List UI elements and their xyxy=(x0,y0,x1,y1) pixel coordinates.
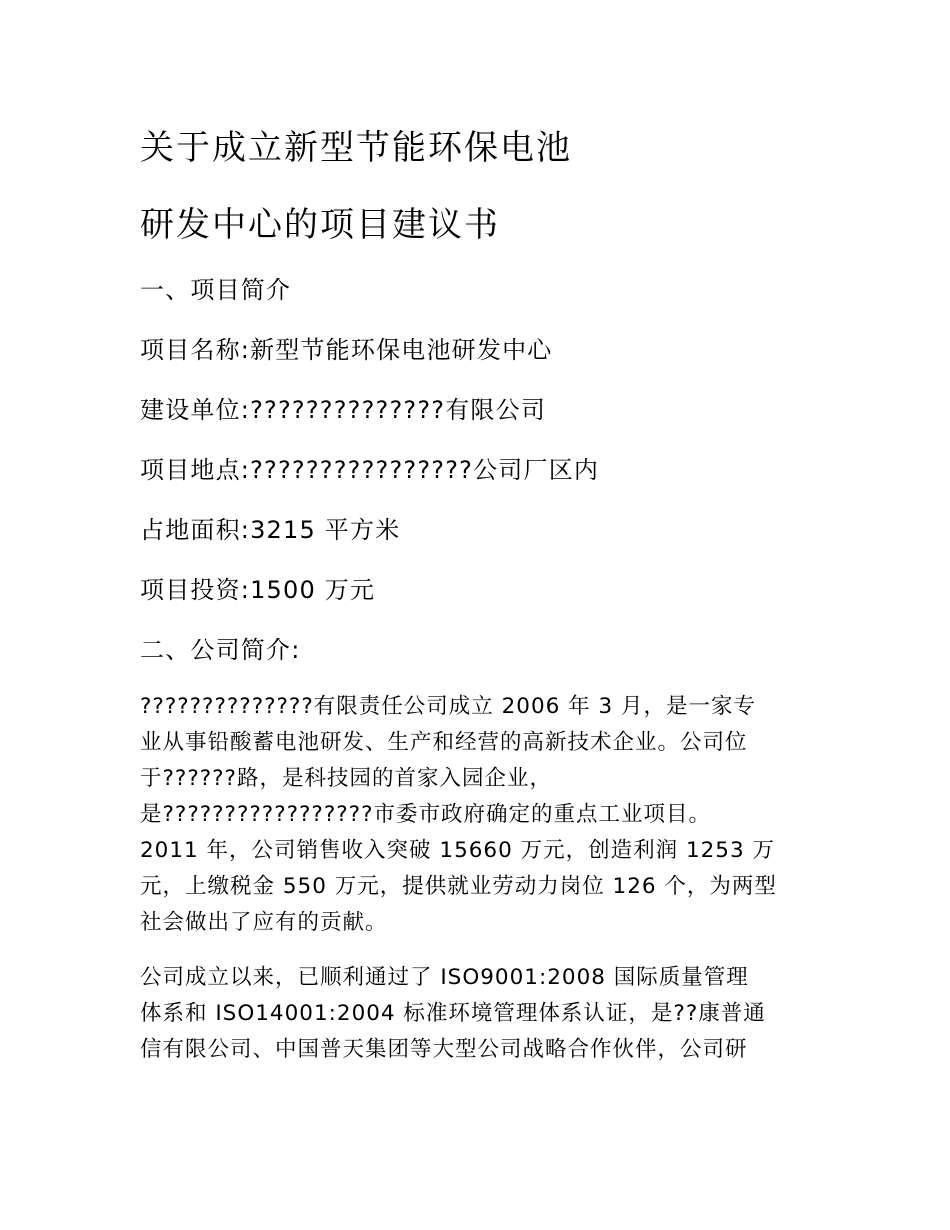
field-project-investment: 项目投资:1500 万元 xyxy=(140,576,376,604)
paragraph-line: 业从事铅酸蓄电池研发、生产和经营的高新技术企业。公司位 xyxy=(140,730,748,755)
field-land-area: 占地面积:3215 平方米 xyxy=(140,516,401,544)
company-intro-paragraph-1 xyxy=(140,689,820,941)
field-project-location: 项目地点:????????????????公司厂区内 xyxy=(140,456,600,484)
document-title-line-1: 关于成立新型节能环保电池 xyxy=(140,128,572,168)
company-intro-paragraph-2 xyxy=(140,960,820,1068)
paragraph-line: 2011 年，公司销售收入突破 15660 万元，创造利润 1253 万 xyxy=(140,838,775,863)
paragraph-line: 公司成立以来，已顺利通过了 ISO9001:2008 国际质量管理 xyxy=(140,965,749,990)
paragraph-line: 于??????路，是科技园的首家入园企业， xyxy=(140,766,552,791)
paragraph-line: 元，上缴税金 550 万元，提供就业劳动力岗位 126 个，为两型 xyxy=(140,874,777,899)
document-title-line-2: 研发中心的项目建议书 xyxy=(140,205,500,245)
paragraph-line: 社会做出了应有的贡献。 xyxy=(140,910,388,935)
section-heading-company-intro: 二、公司简介: xyxy=(140,636,301,664)
field-construction-unit: 建设单位:??????????????有限公司 xyxy=(140,396,547,424)
paragraph-line: 体系和 ISO14001:2004 标准环境管理体系认证，是??康普通 xyxy=(140,1001,766,1026)
paragraph-line: 信有限公司、中国普天集团等大型公司战略合作伙伴，公司研 xyxy=(140,1037,748,1062)
section-heading-project-intro: 一、项目简介 xyxy=(140,276,292,304)
paragraph-line: ??????????????有限责任公司成立 2006 年 3 月，是一家专 xyxy=(140,694,756,719)
paragraph-line: 是?????????????????市委市政府确定的重点工业项目。 xyxy=(140,802,711,827)
field-project-name: 项目名称:新型节能环保电池研发中心 xyxy=(140,336,553,364)
